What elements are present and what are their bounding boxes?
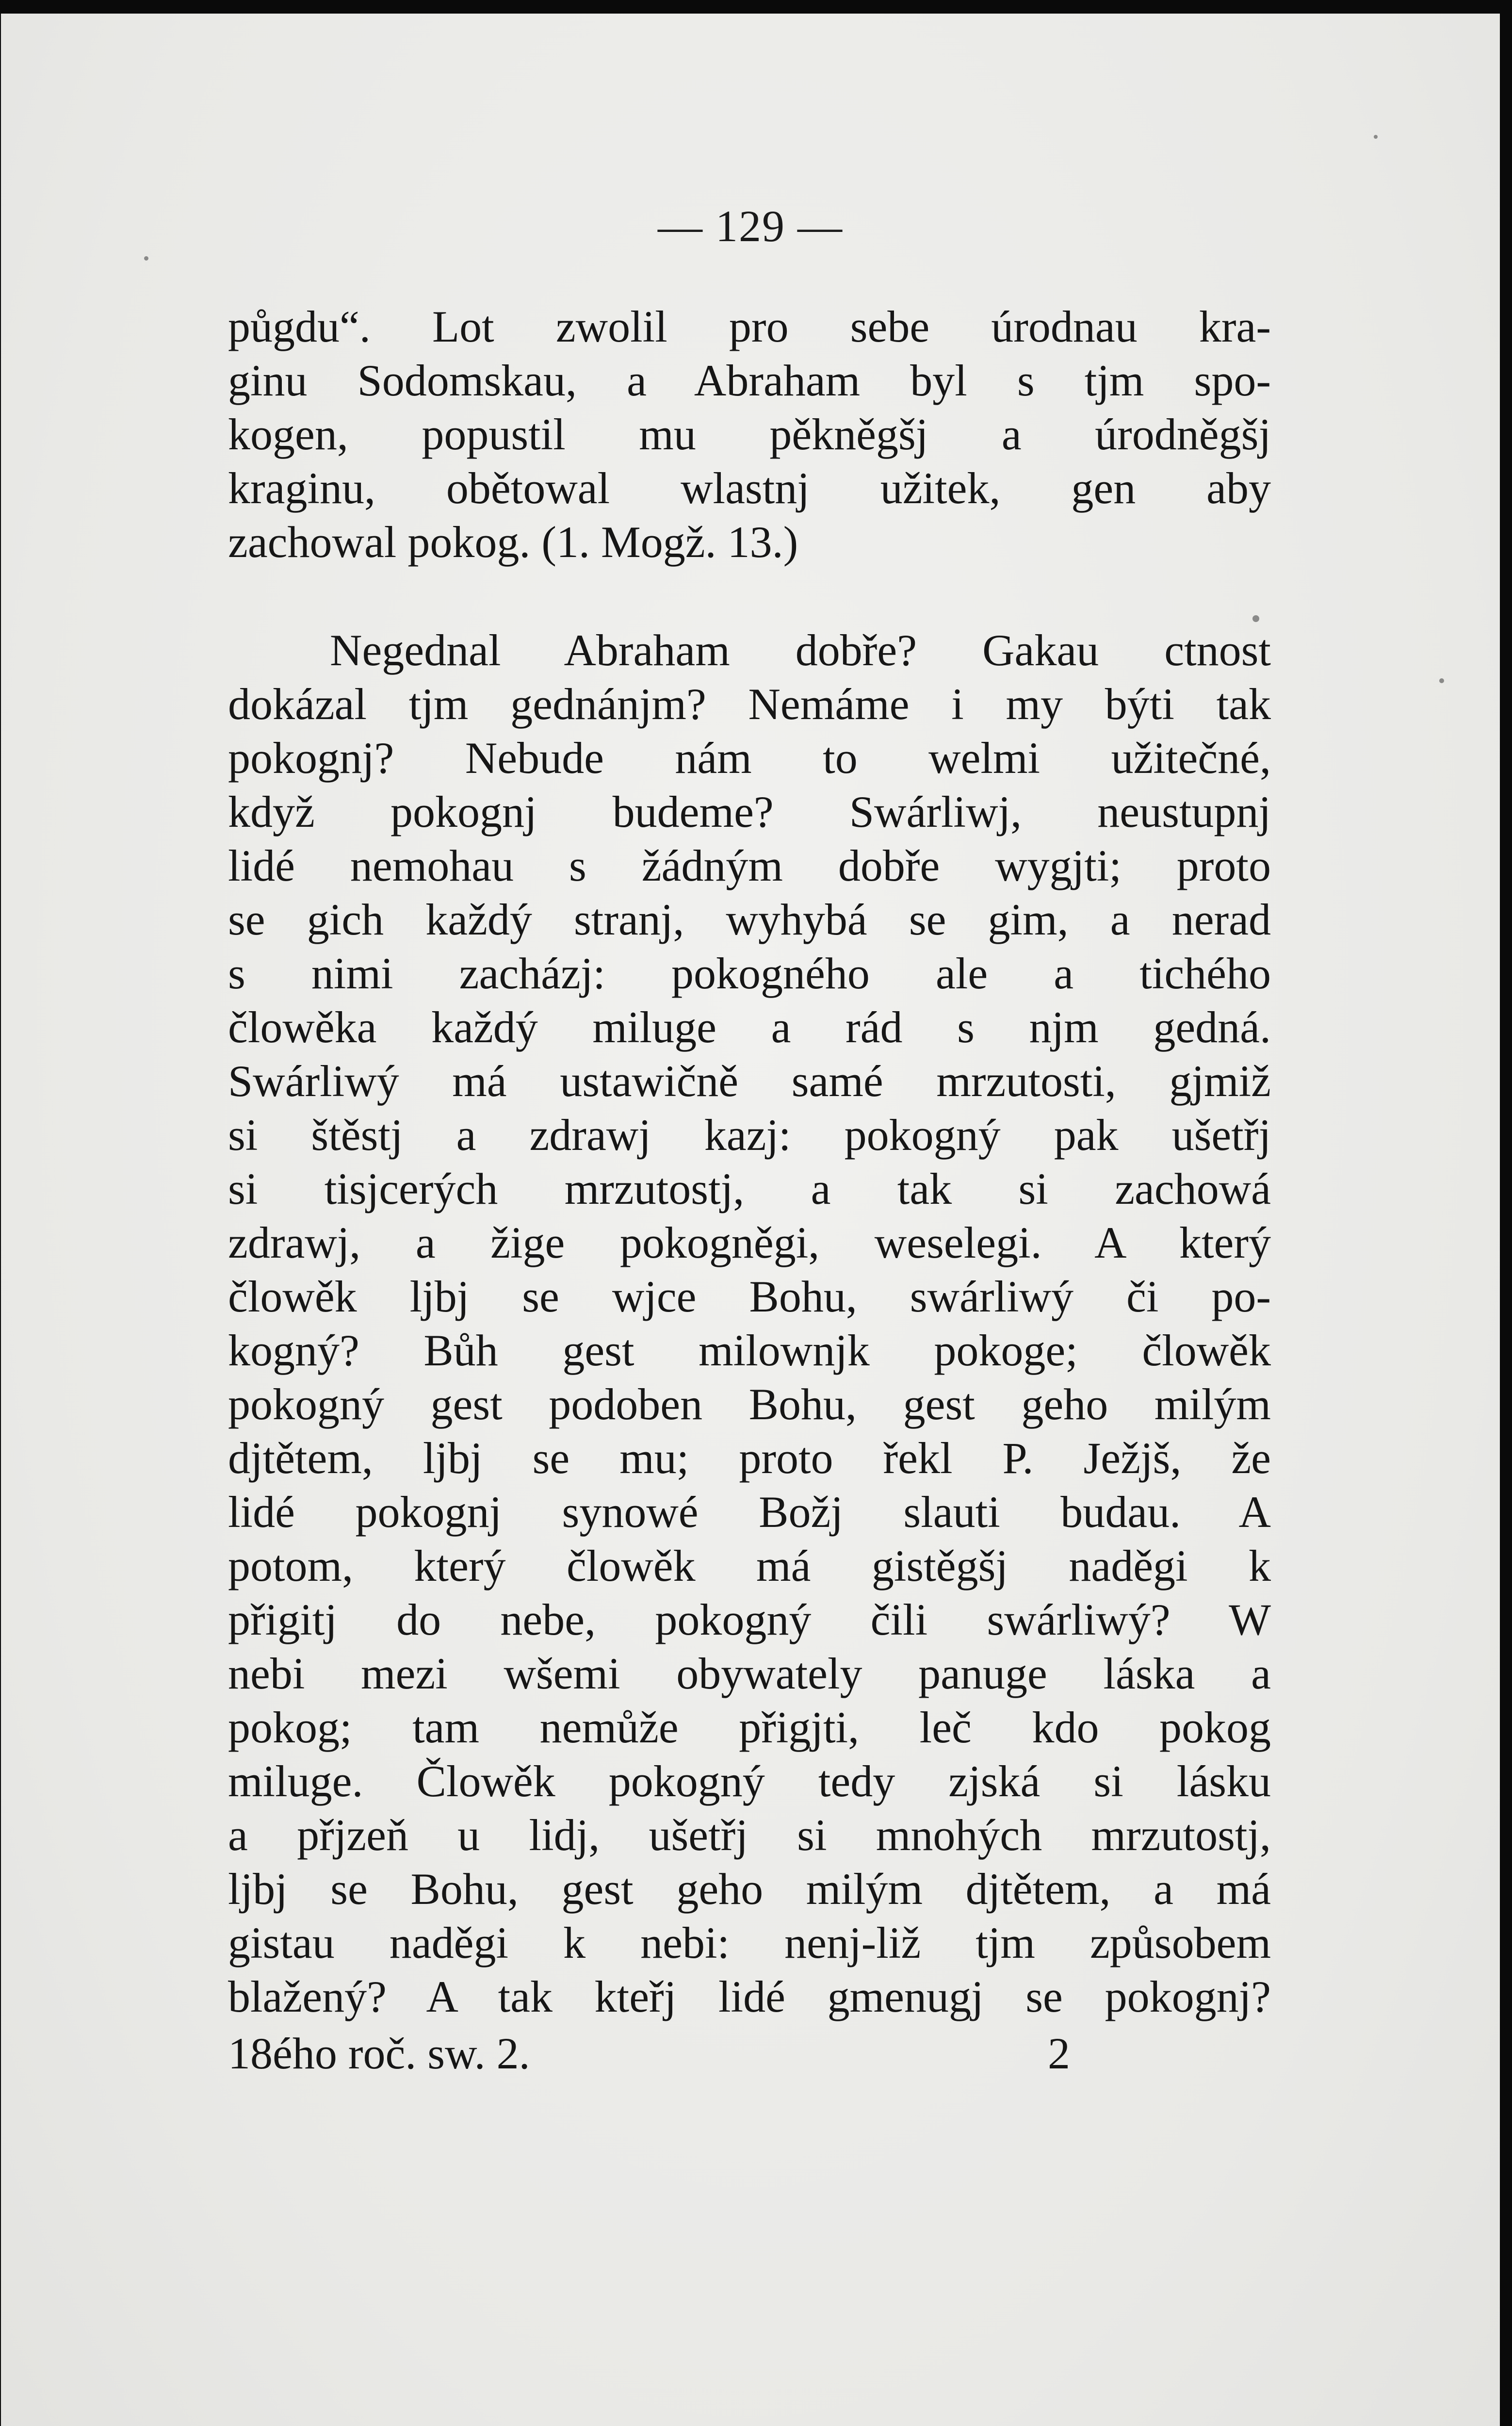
ink-speck bbox=[1252, 615, 1259, 622]
text-line: pokogný gest podoben Bohu, gest geho milým bbox=[228, 1379, 1271, 1429]
text-line: lidé pokognj synowé Božj slauti budau. A bbox=[228, 1487, 1271, 1537]
text-line: člowěka každý miluge a rád s njm gedná. bbox=[228, 1002, 1271, 1052]
page-number: — 129 — bbox=[658, 201, 843, 251]
text-line: a přjzeň u lidj, ušetřj si mnohých mrzutostj, bbox=[228, 1810, 1271, 1860]
text-line: půgdu“. Lot zwolil pro sebe úrodnau kra- bbox=[228, 302, 1271, 351]
text-line: pokog; tam nemůže přigjti, leč kdo pokog bbox=[228, 1703, 1271, 1752]
sheet-number: 2 bbox=[1048, 2029, 1070, 2078]
text-line: kraginu, obětowal wlastnj užitek, gen aby bbox=[228, 463, 1271, 513]
ink-speck bbox=[144, 256, 148, 261]
text-line: se gich každý stranj, wyhybá se gim, a nerad bbox=[228, 895, 1271, 944]
text-line: pokognj? Nebude nám to welmi užitečné, bbox=[228, 733, 1271, 783]
ink-speck bbox=[1374, 135, 1378, 139]
text-line: si štěstj a zdrawj kazj: pokogný pak ušetřj bbox=[228, 1110, 1271, 1160]
signature-text: 18ého roč. sw. 2. bbox=[228, 2029, 530, 2078]
text-line: lidé nemohau s žádným dobře wygjti; proto bbox=[228, 841, 1271, 890]
book-page bbox=[1, 14, 1500, 2426]
text-line: přigitj do nebe, pokogný čili swárliwý? W bbox=[228, 1595, 1271, 1644]
text-line: djtětem, ljbj se mu; proto řekl P. Ježjš, že bbox=[228, 1433, 1271, 1483]
text-line: když pokognj budeme? Swárliwj, neustupnj bbox=[228, 787, 1271, 836]
text-line: ginu Sodomskau, a Abraham byl s tjm spo- bbox=[228, 356, 1271, 405]
text-line: si tisjcerých mrzutostj, a tak si zachowá bbox=[228, 1164, 1271, 1213]
text-line: gistau naděgi k nebi: nenj-liž tjm způsobem bbox=[228, 1918, 1271, 1967]
body-text bbox=[228, 300, 1271, 2024]
text-line: Swárliwý má ustawičně samé mrzutosti, gjmiž bbox=[228, 1056, 1271, 1106]
text-line: miluge. Člowěk pokogný tedy zjská si lásku bbox=[228, 1756, 1271, 1806]
text-line: s nimi zacházj: pokogného ale a tichého bbox=[228, 949, 1271, 998]
text-line: Negednal Abraham dobře? Gakau ctnost bbox=[330, 625, 1271, 675]
text-line: kogný? Bůh gest milownjk pokoge; člowěk bbox=[228, 1326, 1271, 1375]
paragraph-2 bbox=[228, 623, 1271, 2024]
text-line: ljbj se Bohu, gest geho milým djtětem, a má bbox=[228, 1864, 1271, 1914]
text-line: nebi mezi wšemi obywately panuge láska a bbox=[228, 1649, 1271, 1698]
text-line: zdrawj, a žige pokogněgi, weselegi. A který bbox=[228, 1218, 1271, 1267]
ink-speck bbox=[1439, 678, 1444, 683]
text-line: člowěk ljbj se wjce Bohu, swárliwý či po- bbox=[228, 1272, 1271, 1321]
paragraph-gap bbox=[228, 569, 1271, 623]
text-line: dokázal tjm gednánjm? Nemáme i my býti tak bbox=[228, 679, 1271, 729]
text-line: zachowal pokog. (1. Mogž. 13.) bbox=[228, 517, 798, 567]
text-line: potom, který člowěk má gistěgšj naděgi k bbox=[228, 1541, 1271, 1590]
text-line: kogen, popustil mu pěkněgšj a úrodněgšj bbox=[228, 410, 1271, 459]
paragraph-1 bbox=[228, 300, 1271, 569]
text-line: blažený? A tak kteřj lidé gmenugj se pokognj? bbox=[228, 1972, 1271, 2021]
